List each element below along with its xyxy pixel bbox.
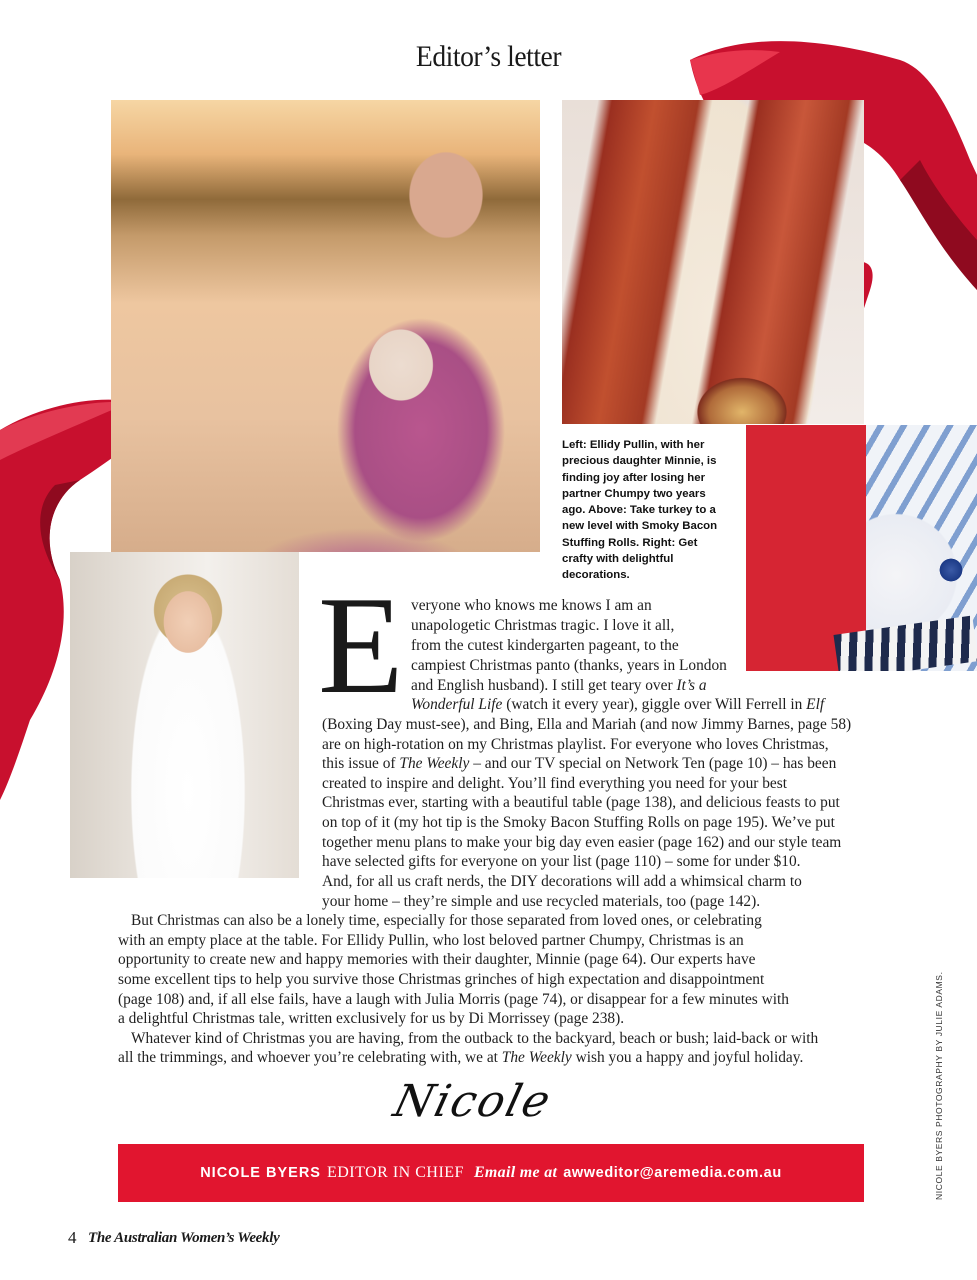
text-line: And, for all us craft nerds, the DIY decorations will add a whimsical charm to [322,873,802,890]
text-line: campiest Christmas panto (thanks, years in London [411,657,727,674]
text-line: Whatever kind of Christmas you are having, from the outback to the backyard, beach or bush; laid-back or with [131,1030,819,1047]
text-line: have selected gifts for everyone on your list (page 110) – some for under $10. [322,853,801,870]
masthead-logo: The Australian Women’s Weekly [88,1230,280,1246]
text-line: veryone who knows me knows I am an [411,597,652,614]
text-line: created to inspire and delight. You’ll find everything you need for your best [322,775,788,792]
photo-credit: NICOLE BYERS PHOTOGRAPHY BY JULIE ADAMS. [934,971,944,1200]
drop-cap: E [318,568,404,723]
text-line: and English husband). I still get teary over It’s a [411,677,707,694]
text-line: with an empty place at the table. For Ellidy Pullin, who lost beloved partner Chumpy, Christmas is an [118,932,744,949]
editor-role: EDITOR IN CHIEF [326,1164,464,1181]
text-line: all the trimmings, and whoever you’re celebrating with, we at The Weekly wish you a happy and joyful holiday. [118,1049,804,1066]
bacon-stuffing-rolls-photo [562,100,864,424]
christmas-decorations-photo [746,425,977,671]
text-line: some excellent tips to help you survive those Christmas grinches of high expectation and disappointment [118,971,765,988]
mother-daughter-beach-photo [111,100,540,552]
text-line: (page 108) and, if all else fails, have a laugh with Julia Morris (page 74), or disappear for a few minutes with [118,991,789,1008]
editor-name: NICOLE BYERS [200,1165,321,1181]
text-line: your home – they’re simple and use recycled materials, too (page 142). [322,893,761,910]
email-label: Email me at [473,1164,558,1181]
text-line: Christmas ever, starting with a beautiful table (page 138), and delicious feasts to put [322,794,840,811]
email-link[interactable]: awweditor@aremedia.com.au [563,1165,782,1181]
page-number: 4 [68,1228,77,1247]
page-title: Editor’s letter [415,40,562,73]
text-line: are on high-rotation on my Christmas playlist. For everyone who loves Christmas, [322,736,829,753]
editor-signature: Nicole [388,1076,558,1127]
text-line: together menu plans to make your big day even easier (page 162) and our style team [322,834,842,851]
text-line: (Boxing Day must-see), and Bing, Ella and Mariah (and now Jimmy Barnes, page 58) [322,716,852,733]
text-line: unapologetic Christmas tragic. I love it all, [411,617,675,634]
text-line: this issue of The Weekly – and our TV special on Network Ten (page 10) – has been [322,755,837,772]
photo-caption: Left: Ellidy Pullin, with her precious daughter Minnie, is finding joy after losing her partner Chumpy two years ago. Above: Take turkey to a new level with Smoky Bacon Stuffing Rolls. Right: Get crafty with delightful decorations. [562,439,718,582]
editor-portrait-photo [70,552,299,878]
text-line: on top of it (my hot tip is the Smoky Bacon Stuffing Rolls on page 195). We’ve put [322,814,835,831]
contact-banner [118,1144,864,1202]
text-line: opportunity to create new and happy memories with their daughter, Minnie (page 64). Our experts have [118,951,756,968]
text-line: But Christmas can also be a lonely time, especially for those separated from loved ones, or celebrating [131,912,762,929]
text-line: Wonderful Life (watch it every year), giggle over Will Ferrell in Elf [411,696,825,713]
text-line: from the cutest kindergarten pageant, to the [411,637,679,654]
text-line: a delightful Christmas tale, written exclusively for us by Di Morrissey (page 238). [118,1010,625,1027]
